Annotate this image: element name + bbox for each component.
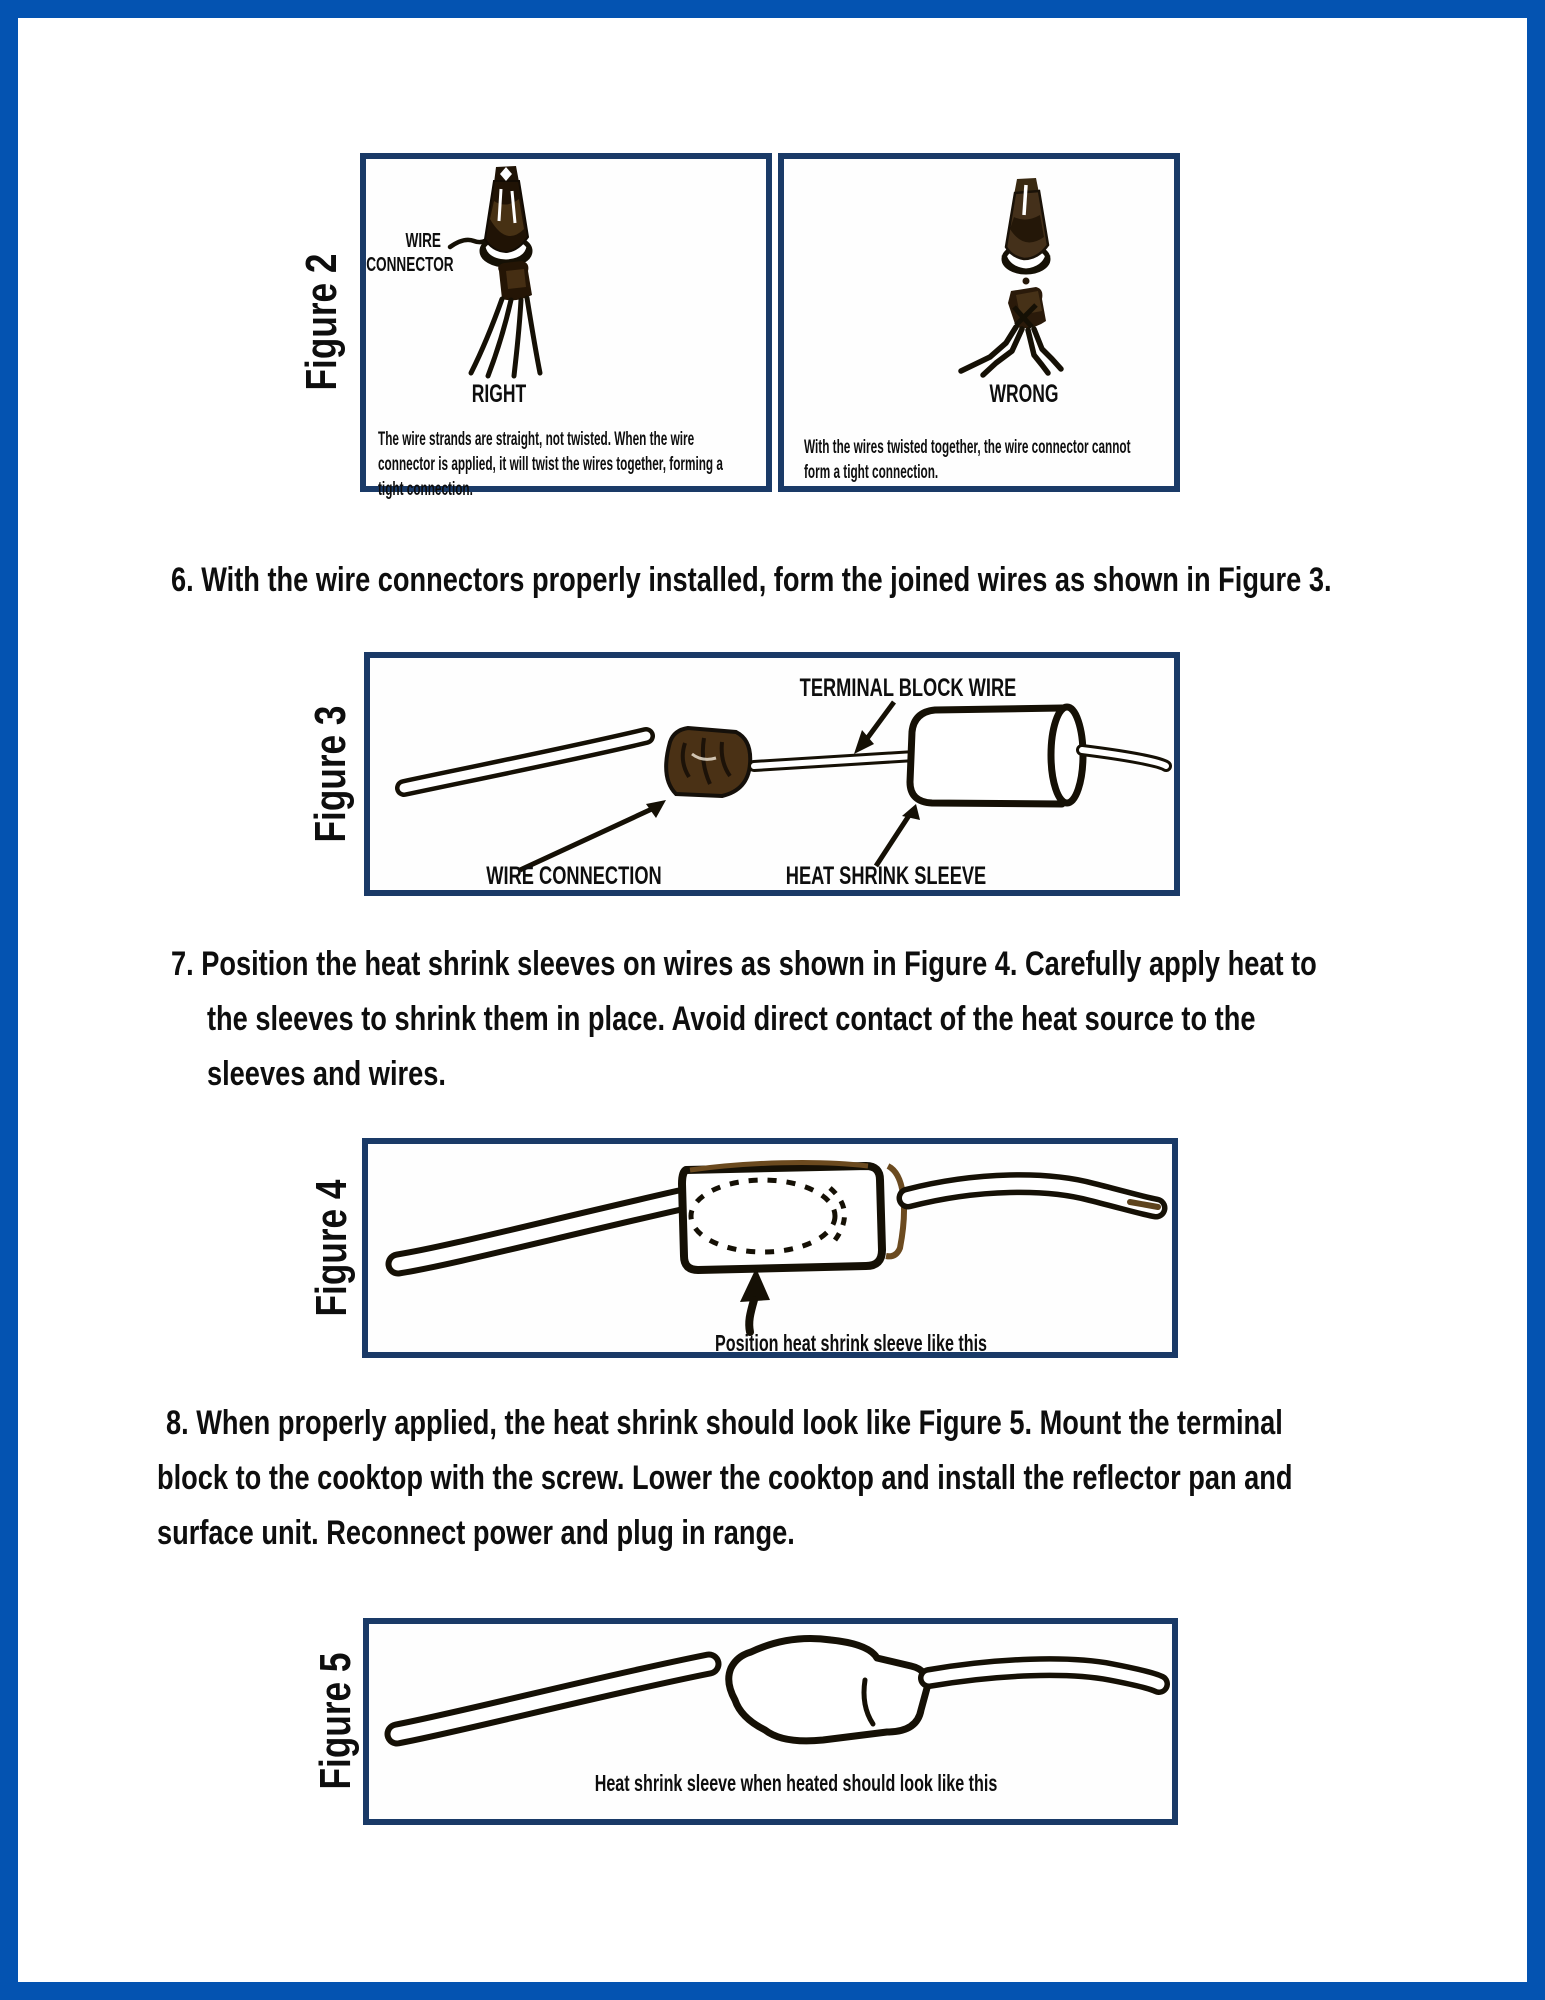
figure2-wrong-panel <box>778 153 1180 492</box>
step7-line-1: 7. Position the heat shrink sleeves on wires as shown in Figure 4. Carefully apply heat to <box>171 945 1317 983</box>
wrong-caption: WRONG <box>989 380 1059 408</box>
figure2-label: Figure 2 <box>297 253 346 391</box>
figure3-box <box>364 652 1180 896</box>
wire-nut-sketch <box>1004 178 1048 285</box>
figure5-box <box>363 1618 1178 1825</box>
step8-line-3: surface unit. Reconnect power and plug in range. <box>157 1514 795 1552</box>
figure4-box <box>362 1138 1178 1358</box>
wire-nut-sketch <box>482 166 530 265</box>
step8-line-2: block to the cooktop with the screw. Lower the cooktop and install the reflector pan and <box>157 1459 1293 1497</box>
figure5-label: Figure 5 <box>311 1652 360 1790</box>
position-arrow <box>740 1268 770 1332</box>
heat-shrink-sleeve-sketch <box>682 1163 904 1270</box>
figure4-caption: Position heat shrink sleeve like this <box>714 1330 988 1356</box>
heat-shrink-sleeve-annotation: HEAT SHRINK SLEEVE <box>785 862 987 890</box>
terminal-block-wire-annotation: TERMINAL BLOCK WIRE <box>799 674 1017 702</box>
figure2-right-panel <box>360 153 772 500</box>
wire-connector-annotation: WIRE CONNECTOR <box>366 230 454 276</box>
wrong-description: With the wires twisted together, the wire connector cannot form a tight connection. <box>804 437 1131 483</box>
figure5-caption: Heat shrink sleeve when heated should look like this <box>594 1770 998 1796</box>
sleeve-position-drawing <box>368 1144 1172 1352</box>
step6-text: 6. With the wire connectors properly installed, form the joined wires as shown in Figure 3. <box>171 561 1332 599</box>
figure4-label: Figure 4 <box>307 1179 356 1317</box>
wire-connection-arrow <box>520 800 666 870</box>
heat-shrink-sleeve-sketch <box>910 707 1083 804</box>
right-wire-sketch <box>1082 750 1166 766</box>
terminal-block-wire-arrow <box>854 702 894 754</box>
joined-wires-drawing <box>370 658 1174 890</box>
right-wires-sketch <box>908 1184 1158 1208</box>
figure3-label: Figure 3 <box>306 705 355 843</box>
wire-connection-sketch <box>666 728 750 796</box>
left-wire-sketch <box>404 736 646 788</box>
left-wires-sketch <box>398 1200 680 1264</box>
step7-line-3: sleeves and wires. <box>207 1055 446 1093</box>
straight-wires-sketch <box>471 261 540 376</box>
right-wires-sketch <box>929 1667 1159 1684</box>
twisted-wires-sketch <box>961 287 1061 375</box>
heat-shrink-sleeve-arrow <box>876 804 920 866</box>
terminal-block-wire-sketch <box>754 756 915 766</box>
step8-line-1: 8. When properly applied, the heat shrink should look like Figure 5. Mount the terminal <box>166 1404 1283 1442</box>
right-caption: RIGHT <box>471 380 527 408</box>
shrunk-sleeve-sketch <box>729 1639 927 1741</box>
wire-connection-annotation: WIRE CONNECTION <box>486 862 662 890</box>
step7-line-2: the sleeves to shrink them in place. Avoid direct contact of the heat source to the <box>207 1000 1256 1038</box>
right-description: The wire strands are straight, not twisted. When the wire connector is applied, it will twist the wires together, forming a tight connection. <box>378 429 723 500</box>
left-wires-sketch <box>397 1664 709 1734</box>
